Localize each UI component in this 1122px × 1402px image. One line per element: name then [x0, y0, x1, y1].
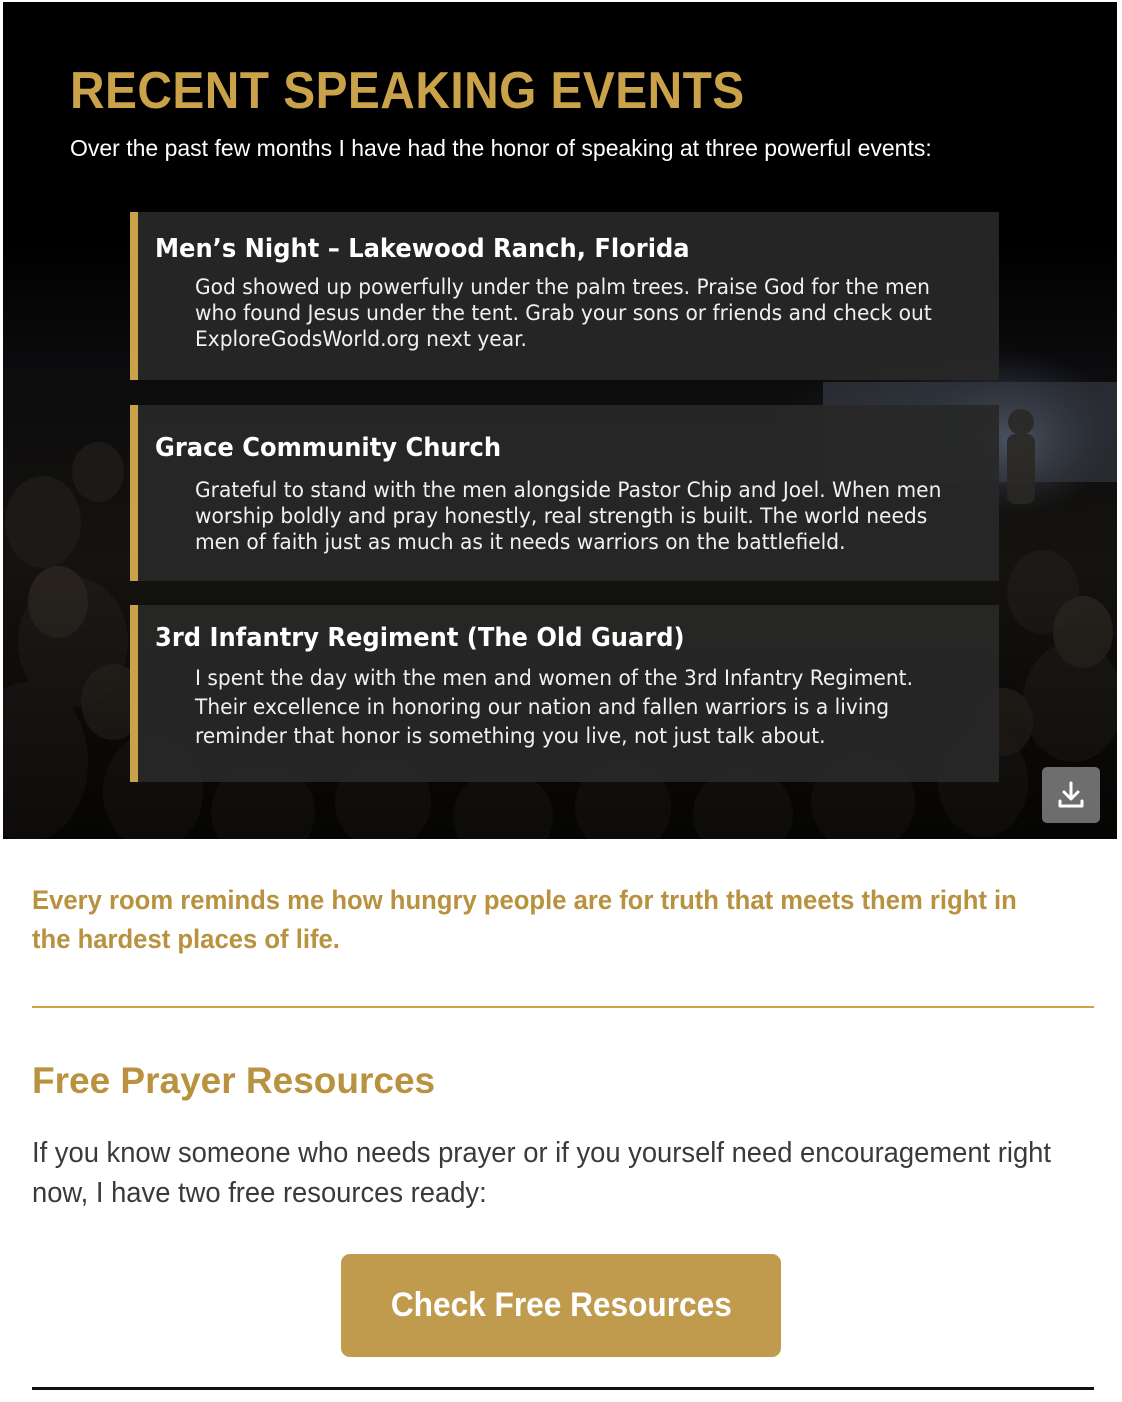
event-card-mens-night — [130, 212, 999, 380]
hero-subtitle: Over the past few months I have had the honor of speaking at three powerful events: — [70, 135, 932, 161]
download-icon — [1056, 780, 1086, 810]
event-title: Grace Community Church — [155, 433, 502, 463]
event-description: I spent the day with the men and women of the 3rd Infantry Regiment. Their excellence in honoring our nation and fallen warriors is a living reminder that honor is something you live, not just talk about. — [195, 666, 914, 749]
check-free-resources-button[interactable] — [341, 1254, 781, 1357]
hero-banner — [3, 2, 1117, 839]
event-description: Grateful to stand with the men alongside Pastor Chip and Joel. When men worship boldly and pray honestly, real strength is built. The world needs men of faith just as much as it needs warriors on the battlefield. — [195, 478, 942, 555]
section-divider — [32, 1006, 1094, 1008]
event-description: God showed up powerfully under the palm trees. Praise God for the men who found Jesus under the tent. Grab your sons or friends and check out ExploreGodsWorld.org next year. — [195, 275, 932, 352]
hero-title: RECENT SPEAKING EVENTS — [70, 62, 745, 120]
highlight-quote: Every room reminds me how hungry people are for truth that meets them right in the hardest places of life. — [32, 885, 1017, 954]
resources-title: Free Prayer Resources — [32, 1060, 436, 1101]
footer-divider — [32, 1387, 1094, 1390]
resources-description: If you know someone who needs prayer or if you yourself need encouragement right now, I have two free resources ready: — [32, 1137, 1051, 1209]
event-card-old-guard — [130, 605, 999, 782]
event-title: Men’s Night – Lakewood Ranch, Florida — [155, 234, 690, 264]
download-button[interactable] — [1042, 767, 1100, 823]
event-card-grace-community — [130, 405, 999, 581]
button-label: Check Free Resources — [390, 1286, 732, 1324]
event-title: 3rd Infantry Regiment (The Old Guard) — [155, 623, 685, 653]
